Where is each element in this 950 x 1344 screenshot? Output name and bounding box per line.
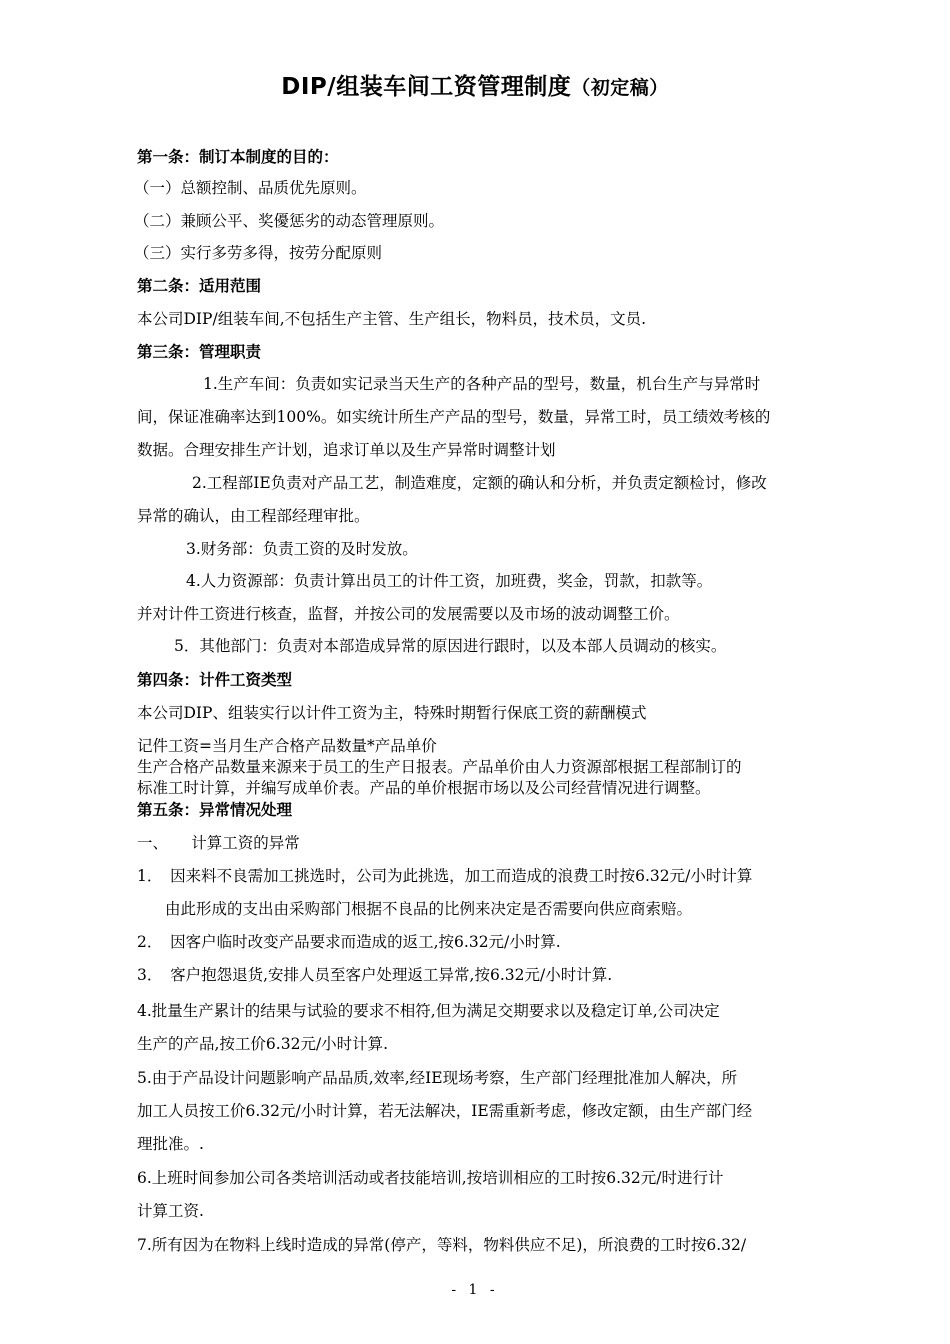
text-line: 2． 因客户临时改变产品要求而造成的返工,按6.32元/小时算. (137, 933, 561, 951)
text-line: 6.上班时间参加公司各类培训活动或者技能培训,按培训相应的工时按6.32元/时进行计 (137, 1169, 724, 1187)
text-line: 5．其他部门：负责对本部造成异常的原因进行跟时，以及本部人员调动的核实。 (174, 637, 727, 655)
text-line: 4.人力资源部：负责计算出员工的计件工资，加班费，奖金，罚款，扣款等。 (186, 572, 713, 590)
text-line: 3． 客户抱怨退货,安排人员至客户处理返工异常,按6.32元/小时计算. (137, 966, 613, 984)
text-line: 1． 因来料不良需加工挑选时，公司为此挑选，加工而造成的浪费工时按6.32元/小时计算 (137, 867, 753, 885)
text-line: 7.所有因为在物料上线时造成的异常(停产，等料，物料供应不足)，所浪费的工时按6.32/ (137, 1236, 747, 1254)
text-line: 3.财务部：负责工资的及时发放。 (186, 540, 418, 558)
text-line: 记件工资=当月生产合格产品数量*产品单价 (137, 737, 437, 755)
text-line: 并对计件工资进行核查，监督，并按公司的发展需要以及市场的波动调整工价。 (137, 605, 680, 623)
text-line: 计算工资. (137, 1202, 204, 1220)
text-line: （二）兼顾公平、奖優惩劣的动态管理原则。 (134, 212, 445, 230)
text-line: 4.批量生产累计的结果与试验的要求不相符,但为满足交期要求以及稳定订单,公司决定 (137, 1002, 720, 1020)
page-number: - 1 - (451, 1282, 499, 1298)
text-line: （三）实行多劳多得，按劳分配原则 (134, 244, 383, 262)
text-line: 数据。合理安排生产计划，追求订单以及生产异常时调整计划 (137, 441, 556, 459)
text-line: 生产合格产品数量来源来于员工的生产日报表。产品单价由人力资源部根据工程部制订的 (137, 758, 742, 776)
heading-article-1: 第一条：制订本制度的目的： (137, 148, 339, 166)
text-line: 标准工时计算，并编写成单价表。产品的单价根据市场以及公司经营情况进行调整。 (137, 779, 711, 797)
title-suffix: （初定稿） (571, 77, 669, 99)
text-line: 由此形成的支出由采购部门根据不良品的比例来决定是否需要向供应商索赔。 (165, 900, 693, 918)
text-line: 本公司DIP、组装实行以计件工资为主，特殊时期暂行保底工资的薪酬模式 (137, 704, 647, 722)
heading-article-5: 第五条：异常情况处理 (137, 801, 293, 819)
title-main: DIP/组装车间工资管理制度 (281, 74, 572, 100)
text-line: （一）总额控制、品质优先原则。 (134, 179, 367, 197)
text-line: 间，保证准确率达到100%。如实统计所生产产品的型号，数量，异常工时，员工绩效考核的 (137, 408, 771, 426)
text-line: 1.生产车间：负责如实记录当天生产的各种产品的型号，数量，机台生产与异常时 (203, 375, 761, 393)
text-line: 本公司DIP/组装车间,不包括生产主管、生产组长，物料员，技术员，文员. (137, 310, 647, 328)
text-line: 2.工程部IE负责对产品工艺，制造难度，定额的确认和分析，并负责定额检讨，修改 (192, 474, 767, 492)
text-line: 一、 计算工资的异常 (137, 834, 300, 852)
text-line: 异常的确认，由工程部经理审批。 (137, 507, 370, 525)
text-line: 加工人员按工价6.32元/小时计算，若无法解决，IE需重新考虑，修改定额，由生产部门经 (137, 1102, 753, 1120)
text-line: 5.由于产品设计问题影响产品品质,效率,经IE现场考察，生产部门经理批准加人解决，所 (137, 1069, 738, 1087)
heading-article-3: 第三条：管理职责 (137, 343, 262, 361)
text-line: 理批准。. (137, 1135, 204, 1153)
page-title (0, 68, 950, 101)
heading-article-4: 第四条：计件工资类型 (137, 671, 293, 689)
heading-article-2: 第二条：适用范围 (137, 277, 262, 295)
text-line: 生产的产品,按工价6.32元/小时计算. (137, 1035, 389, 1053)
